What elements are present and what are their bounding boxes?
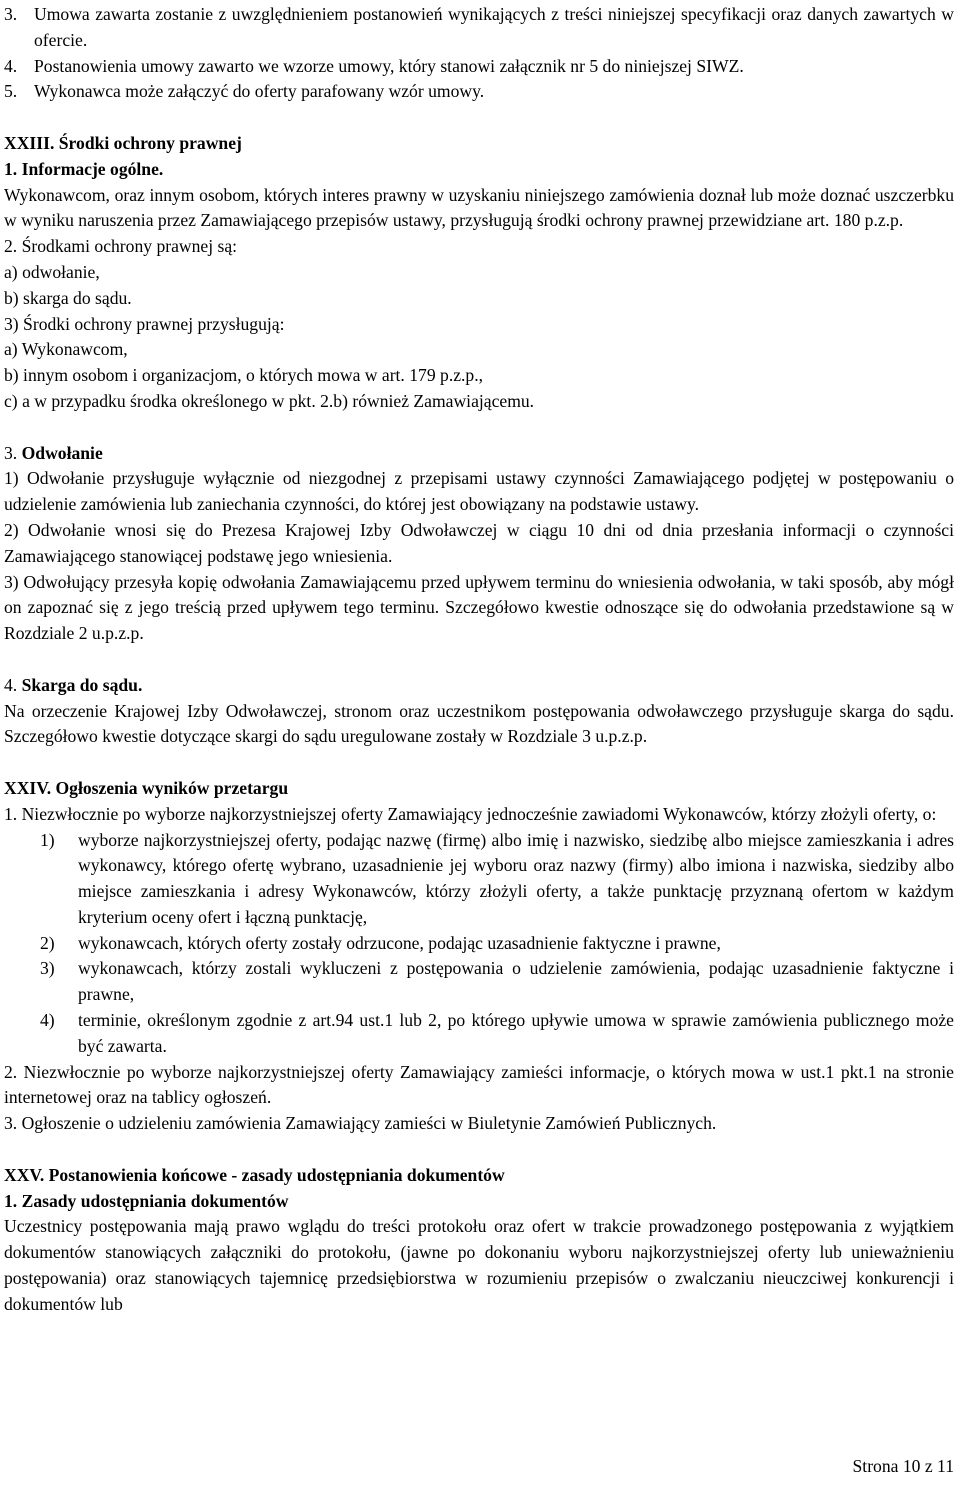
- subsection-heading: 1. Informacje ogólne.: [4, 158, 164, 179]
- item-text: Wykonawca może załączyć do oferty parafowany wzór umowy.: [34, 81, 485, 102]
- item-text: terminie, określonym zgodnie z art.94 ust.1 lub 2, po którego upływie umowa w sprawie zamówienia publicznego może być zawarta.: [78, 1010, 954, 1056]
- item-text: wykonawcach, których oferty zostały odrzucone, podając uzasadnienie faktyczne i prawne,: [78, 932, 721, 953]
- list-item: [4, 54, 954, 80]
- text-line: a) odwołanie,: [4, 261, 100, 282]
- item-number: 1): [40, 829, 55, 850]
- document-page: [4, 2, 954, 1318]
- heading-number: 3.: [4, 442, 18, 463]
- numbered-list: [4, 828, 954, 1060]
- text-line: b) skarga do sądu.: [4, 287, 132, 308]
- page-number: Strona 10 z 11: [852, 1456, 954, 1476]
- paragraph: 1. Niezwłocznie po wyborze najkorzystniejszej oferty Zamawiający jednocześnie zawiadomi Wykonawców, którzy złożyli oferty, o:: [4, 803, 937, 824]
- list-item: [4, 956, 954, 1008]
- text-line: b) innym osobom i organizacjom, o których mowa w art. 179 p.z.p.,: [4, 365, 484, 386]
- item-text: wyborze najkorzystniejszej oferty, podając nazwę (firmę) albo imię i nazwisko, siedzibę albo miejsce zamieszkania i adres wykonawcy, którego ofertę wybrano, uzasadnienie jej wyboru oraz nazwy (firmy) albo imiona i nazwiska, siedziby albo miejsce zamieszkania i adresy Wykonawców, którzy złożyli oferty, a także punktację przyznaną ofertom w każdym kryterium oceny ofert i łączną punktację,: [78, 829, 954, 927]
- paragraph: 2. Niezwłocznie po wyborze najkorzystniejszej oferty Zamawiający zamieści informacje, o których mowa w ust.1 pkt.1 na stronie internetowej oraz na tablicy ogłoszeń.: [4, 1061, 954, 1108]
- item-text: Postanowienia umowy zawarto we wzorze umowy, który stanowi załącznik nr 5 do niniejszej SIWZ.: [34, 55, 744, 76]
- item-number: 3): [40, 958, 55, 979]
- text-line: 3) Środki ochrony prawnej przysługują:: [4, 313, 285, 334]
- section-heading: XXIII. Środki ochrony prawnej: [4, 132, 242, 153]
- paragraph: 1) Odwołanie przysługuje wyłącznie od niezgodnej z przepisami ustawy czynności Zamawiającego podjętej w postępowaniu o udzielenie zamówienia lub zaniechania czynności, do której jest obowiązany na podstawie ustawy.: [4, 468, 954, 515]
- subsection-heading: [4, 441, 954, 467]
- item-number: 4.: [4, 55, 18, 76]
- heading-number: 4.: [4, 674, 18, 695]
- paragraph: Wykonawcom, oraz innym osobom, których interes prawny w uzyskaniu niniejszego zamówienia doznał lub może doznać uszczerbku w wyniku naruszenia przez Zamawiającego przepisów ustawy, przysługują środki ochrony prawnej przewidziane art. 180 p.z.p.: [4, 184, 954, 231]
- text-line: 2. Środkami ochrony prawnej są:: [4, 236, 238, 257]
- section-heading: XXV. Postanowienia końcowe - zasady udostępniania dokumentów: [4, 1164, 505, 1185]
- item-number: 4): [40, 1010, 55, 1031]
- item-number: 3.: [4, 4, 18, 24]
- list-item: [4, 79, 954, 105]
- paragraph: 3) Odwołujący przesyła kopię odwołania Zamawiającemu przed upływem terminu do wniesienia odwołania, w taki sposób, aby mógł on zapoznać się z jego treścią przed upływem tego terminu. Szczegółowo kwestie odnoszące się do odwołania przedstawione są w Rozdziale 2 u.p.z.p.: [4, 571, 954, 644]
- paragraph: 3. Ogłoszenie o udzieleniu zamówienia Zamawiający zamieści w Biuletynie Zamówień Publicznych.: [4, 1113, 717, 1134]
- subsection-heading: 1. Zasady udostępniania dokumentów: [4, 1190, 289, 1211]
- subsection-heading: [4, 673, 954, 699]
- section-heading: XXIV. Ogłoszenia wyników przetargu: [4, 777, 289, 798]
- text-line: c) a w przypadku środka określonego w pkt. 2.b) również Zamawiającemu.: [4, 390, 535, 411]
- text-line: a) Wykonawcom,: [4, 339, 128, 360]
- heading-label: Skarga do sądu.: [21, 674, 143, 695]
- item-text: wykonawcach, którzy zostali wykluczeni z postępowania o udzielenie zamówienia, podając uzasadnienie faktyczne i prawne,: [78, 958, 954, 1005]
- heading-label: Odwołanie: [21, 442, 103, 463]
- list-item: [4, 1008, 954, 1060]
- list-item: [4, 931, 954, 957]
- item-number: 5.: [4, 81, 18, 102]
- item-text: Umowa zawarta zostanie z uwzględnieniem postanowień wynikających z treści niniejszej specyfikacji oraz danych zawartych w ofercie.: [34, 4, 954, 50]
- list-item: [4, 828, 954, 931]
- item-number: 2): [40, 932, 55, 953]
- list-item: [4, 2, 954, 54]
- paragraph: Na orzeczenie Krajowej Izby Odwoławczej, stronom oraz uczestnikom postępowania odwoławczego przysługuje skarga do sądu. Szczegółowo kwestie dotyczące skargi do sądu uregulowane zostały w Rozdziale 3 u.p.z.p.: [4, 700, 954, 747]
- paragraph: Uczestnicy postępowania mają prawo wglądu do treści protokołu oraz ofert w trakcie prowadzonego postępowania z wyjątkiem dokumentów stanowiących załączniki do protokołu, (jawne po dokonaniu wyboru najkorzystniejszej oferty lub unieważnieniu postępowania) oraz stanowiących tajemnicę przedsiębiorstwa w rozumieniu przepisów o zwalczaniu nieuczciwej konkurencji i dokumentów lub: [4, 1216, 954, 1314]
- paragraph: 2) Odwołanie wnosi się do Prezesa Krajowej Izby Odwoławczej w ciągu 10 dni od dnia przesłania informacji o czynności Zamawiającego stanowiącej podstawę jego wniesienia.: [4, 519, 954, 566]
